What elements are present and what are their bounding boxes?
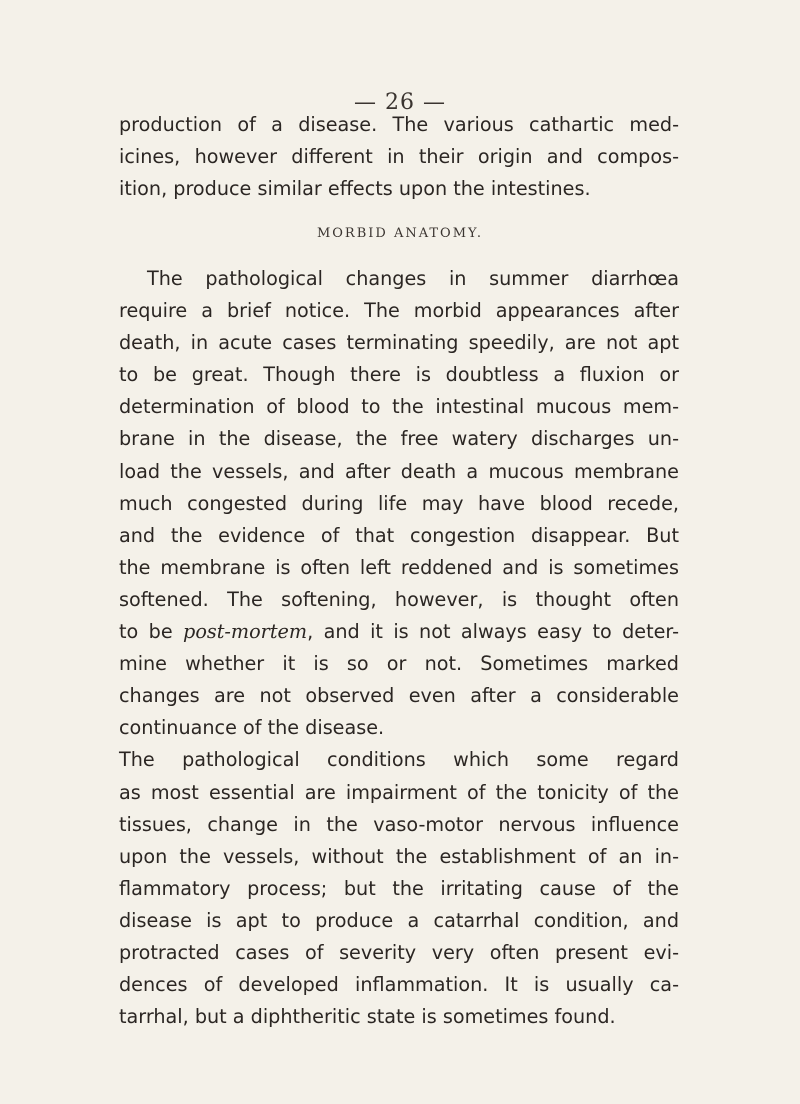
text-line: brane in the disease, the free watery discharges un-: [119, 427, 679, 451]
text-line: disease is apt to produce a catarrhal condition, and: [119, 908, 679, 932]
text-line: the membrane is often left reddened and is sometimes: [119, 555, 679, 579]
text-line: much congested during life may have blood recede,: [119, 491, 679, 515]
text-line: flammatory process; but the irritating cause of the: [119, 876, 679, 900]
text-line: icines, however different in their origin and compos-: [119, 145, 679, 169]
text-line: changes are not observed even after a considerable: [119, 684, 679, 708]
text-line: mine whether it is so or not. Sometimes marked: [119, 652, 679, 676]
text-segment: , and it is not always easy to deter-: [307, 620, 679, 644]
text-line: The pathological changes in summer diarrhœa: [147, 267, 679, 290]
text-line: upon the vessels, without the establishment of an in-: [119, 844, 679, 868]
text-line: The pathological conditions which some regard: [119, 748, 679, 772]
text-line: softened. The softening, however, is thought often: [119, 587, 679, 611]
text-line: and the evidence of that congestion disappear. But: [119, 523, 679, 547]
text-line: continuance of the disease.: [119, 716, 385, 740]
text-segment: to be: [119, 620, 184, 644]
text-line: load the vessels, and after death a mucous membrane: [119, 459, 679, 483]
page-number: — 26 —: [354, 90, 446, 115]
text-line: tissues, change in the vaso-motor nervous influence: [119, 812, 679, 836]
text-line: death, in acute cases terminating speedily, are not apt: [119, 331, 679, 355]
text-line-postmortem: [119, 616, 679, 648]
text-line: ition, produce similar effects upon the intestines.: [119, 177, 591, 201]
text-line: determination of blood to the intestinal mucous mem-: [119, 395, 679, 419]
text-line: tarrhal, but a diphtheritic state is sometimes found.: [119, 1005, 616, 1029]
text-line: as most essential are impairment of the tonicity of the: [119, 780, 679, 804]
section-heading: MORBID ANATOMY.: [316, 226, 484, 241]
morbid-anatomy-text: [119, 263, 679, 1033]
intro-paragraph: [119, 109, 679, 205]
text-line: to be great. Though there is doubtless a fluxion or: [119, 363, 679, 387]
text-line: require a brief notice. The morbid appearances after: [119, 299, 679, 323]
text-line: dences of developed inflammation. It is usually ca-: [119, 973, 679, 997]
italic-term: post-mortem: [183, 620, 308, 644]
text-line: protracted cases of severity very often present evi-: [119, 940, 679, 964]
text-line: production of a disease. The various cathartic med-: [119, 113, 679, 136]
